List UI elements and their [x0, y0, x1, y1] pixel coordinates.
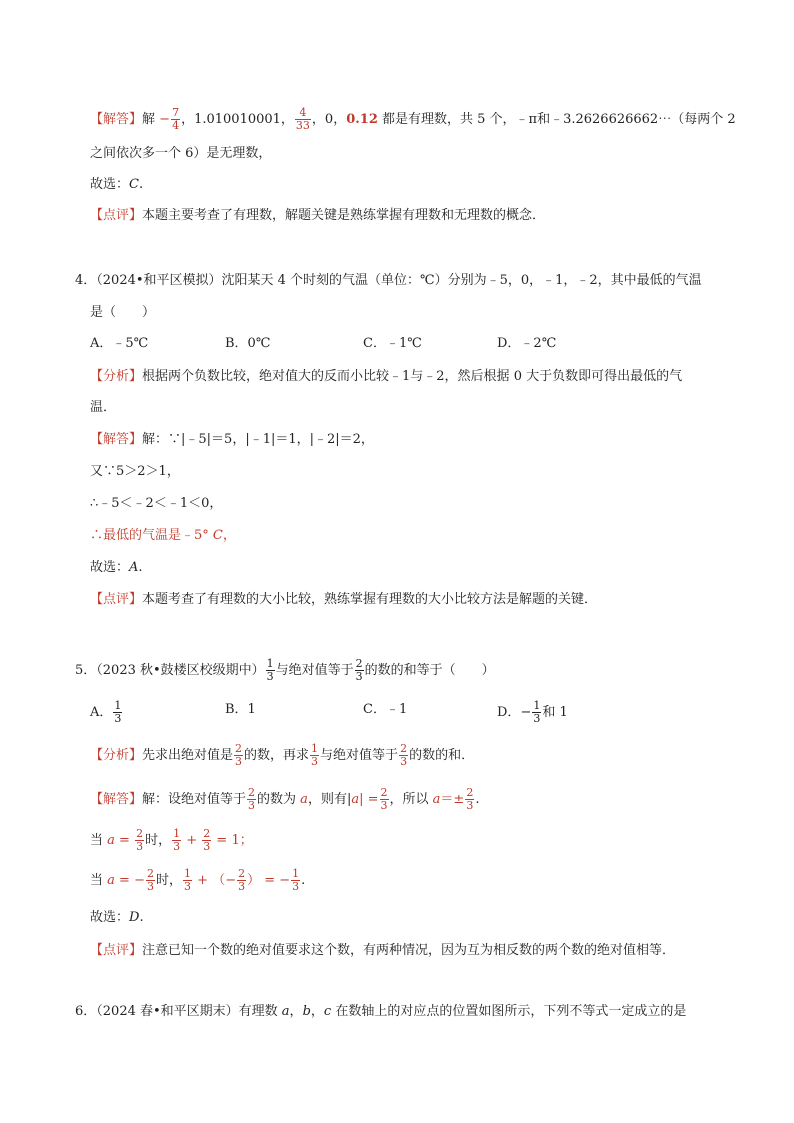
answer-line-1: 【解答】解 − $\frac{7}{4}$ ，1.010010001， $\frac{4}{33}$ ，0，0.12 都是有理数，共 5 个，﹣π和﹣3.2626626662⋯（每两个 2: [90, 106, 736, 132]
comment-label: 【点评】: [90, 592, 143, 607]
answer-choice-line: 故选：A.: [90, 560, 143, 575]
analysis-line: 【分析】先求出绝对值是 $\frac{2}{3}$ 的数，再求 $\frac{1}{3}$ 与绝对值等于 $\frac{2}{3}$ 的数的和．: [90, 742, 475, 768]
option-d: D．﹣2℃: [497, 336, 557, 351]
fraction: $\frac{2}{3}$: [355, 657, 363, 683]
fraction: $\frac{4}{33}$: [295, 106, 310, 132]
fraction: $\frac{2}{3}$: [400, 742, 408, 768]
answer-line-2: 当 a = $\frac{2}{3}$ 时， $\frac{1}{3}$ + $\frac{2}{3}$ = 1；: [90, 827, 253, 853]
fraction: $\frac{1}{3}$: [533, 699, 541, 725]
option-a: A．﹣5℃: [90, 336, 149, 351]
answer-line-4: ∴最低的气温是﹣5° C，: [90, 528, 236, 543]
answer-line-1: 【解答】解：∵|﹣5|＝5，|﹣1|＝1，|﹣2|＝2，: [90, 432, 374, 447]
fraction: $\frac{1}{3}$: [184, 867, 192, 893]
answer-choice-line: 故选：C.: [90, 177, 144, 192]
fraction: $\frac{2}{3}$: [248, 786, 256, 812]
option-b: B．0℃: [225, 336, 271, 351]
fraction: $\frac{1}{3}$: [292, 867, 300, 893]
comment-line: 【点评】注意已知一个数的绝对值要求这个数，有两种情况，因为互为相反数的两个数的绝对值相等．: [90, 943, 676, 958]
analysis-line-2: 温．: [90, 400, 117, 415]
fraction: $\frac{2}{3}$: [380, 786, 388, 812]
fraction: $\frac{1}{3}$: [173, 827, 181, 853]
option-a: A． $\frac{1}{3}$: [90, 699, 122, 725]
analysis-line-1: 【分析】根据两个负数比较，绝对值大的反而小比较﹣1与﹣2，然后根据 0 大于负数即可得出最低的气: [90, 369, 683, 384]
answer-label: 【解答】: [90, 432, 143, 447]
analysis-label: 【分析】: [90, 748, 143, 763]
answer-line-3: ∴﹣5＜﹣2＜﹣1＜0，: [90, 496, 223, 511]
question-5-stem: 5．（2023 秋•鼓楼区校级期中） $\frac{1}{3}$ 与绝对值等于 $\frac{2}{3}$ 的数的和等于（ ）: [75, 657, 495, 683]
fraction: $\frac{2}{3}$: [147, 867, 154, 893]
question-4-stem: 4．（2024•和平区模拟）沈阳某天 4 个时刻的气温（单位：℃）分别为﹣5，0，﹣1，﹣2，其中最低的气温: [75, 273, 702, 288]
option-d: D．− $\frac{1}{3}$ 和 1: [497, 699, 568, 725]
answer-line-2: 之间依次多一个 6）是无理数，: [90, 146, 272, 161]
answer-line-1: 【解答】解：设绝对值等于 $\frac{2}{3}$ 的数为 a，则有|a| = $\frac{2}{3}$ ，所以 a＝± $\frac{2}{3}$ .: [90, 786, 480, 812]
fraction: $\frac{2}{3}$: [466, 786, 474, 812]
option-b: B．1: [225, 702, 256, 717]
answer-label: 【解答】: [90, 792, 143, 807]
fraction: $\frac{7}{4}$: [172, 106, 180, 132]
fraction: $\frac{2}{3}$: [235, 742, 243, 768]
answer-line-3: 当 a = − $\frac{2}{3}$ 时， $\frac{1}{3}$ + （− $\frac{2}{3}$ ） = − $\frac{1}{3}$ .: [90, 867, 306, 893]
comment-label: 【点评】: [90, 943, 143, 958]
comment-label: 【点评】: [90, 208, 143, 223]
fraction: $\frac{1}{3}$: [311, 742, 319, 768]
comment-line: 【点评】本题主要考查了有理数，解题关键是熟练掌握有理数和无理数的概念．: [90, 208, 546, 223]
answer-choice-line: 故选：D.: [90, 910, 144, 925]
fraction: $\frac{2}{3}$: [136, 827, 144, 853]
option-c: C．﹣1℃: [363, 336, 422, 351]
comment-line: 【点评】本题考查了有理数的大小比较，熟练掌握有理数的大小比较方法是解题的关键．: [90, 592, 598, 607]
analysis-label: 【分析】: [90, 369, 143, 384]
fraction: $\frac{1}{3}$: [114, 699, 122, 725]
option-c: C．﹣1: [363, 702, 408, 717]
fraction: $\frac{2}{3}$: [238, 867, 246, 893]
answer-label: 【解答】: [90, 112, 143, 127]
question-6-stem: 6．（2024 春•和平区期末）有理数 a，b，c 在数轴上的对应点的位置如图所示，下列不等式一定成立的是: [75, 1004, 687, 1019]
fraction: $\frac{1}{3}$: [266, 657, 274, 683]
answer-line-2: 又∵5＞2＞1，: [90, 464, 180, 479]
question-4-stem-cont: 是（ ）: [90, 305, 156, 320]
fraction: $\frac{2}{3}$: [203, 827, 211, 853]
